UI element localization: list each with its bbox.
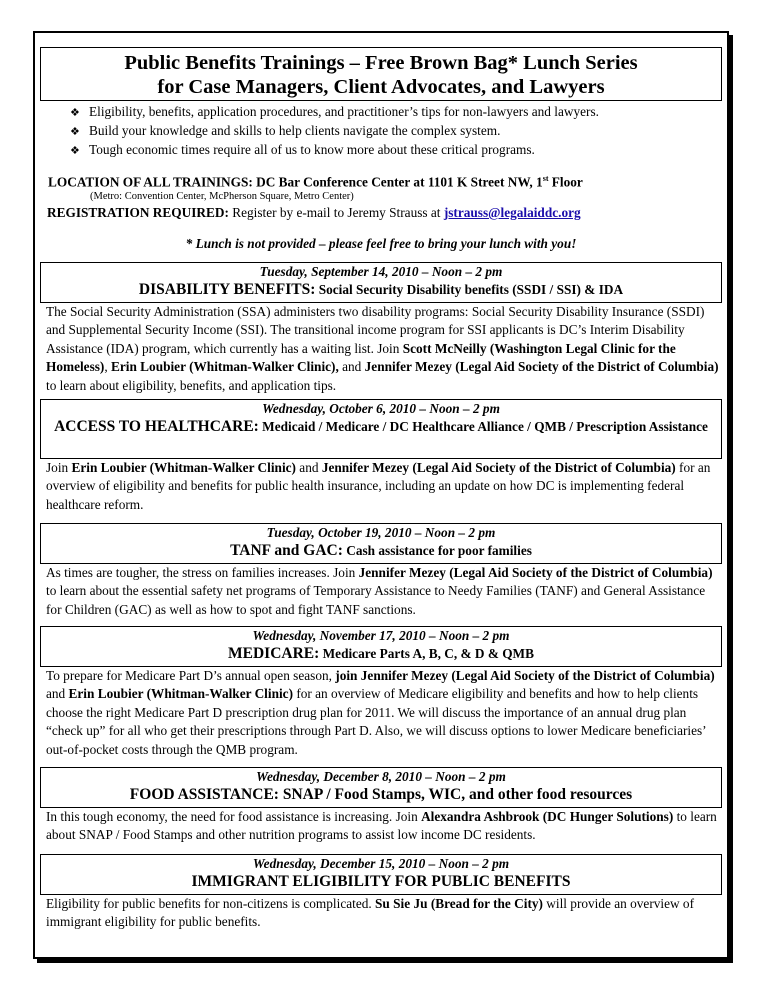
email-link[interactable]: jstrauss@legalaiddc.org	[443, 205, 581, 220]
session-topic: ACCESS TO HEALTHCARE: Medicaid / Medicare / DC Healthcare Alliance / QMB / Prescription Assistance	[54, 418, 708, 435]
session-date: Wednesday, November 17, 2010 – Noon – 2 pm	[252, 628, 510, 643]
session-description: In this tough economy, the need for food assistance is increasing. Join Alexandra Ashbrook (DC Hunger Solutions) to learn about SNAP / Food Stamps and other nutrition programs to assist low income DC residents.	[46, 809, 717, 843]
metro-info: (Metro: Convention Center, McPherson Square, Metro Center)	[90, 191, 354, 202]
title-line-1: Public Benefits Trainings – Free Brown Bag* Lunch Series	[124, 52, 638, 74]
session-topic: TANF and GAC: Cash assistance for poor families	[230, 542, 532, 559]
session-description: To prepare for Medicare Part D’s annual open season, join Jennifer Mezey (Legal Aid Society of the District of Columbia) and Erin Loubier (Whitman-Walker Clinic) for an overview of Medicare eligibility and benefits and how to help clients choose the right Medicare Part D prescription drug plan for 2011. We will discuss the importance of an annual drug plan “check up” for all who get their prescriptions through Part D. Also, we will discuss options to lower Medicare beneficiaries’ out-of-pocket costs through the QMB program.	[46, 668, 715, 757]
speaker-name: Erin Loubier (Whitman-Walker Clinic)	[71, 460, 296, 475]
speaker-name: Erin Loubier (Whitman-Walker Clinic),	[111, 359, 339, 375]
session-header	[40, 767, 722, 808]
diamond-bullet-icon: ❖	[70, 145, 80, 157]
page-title	[40, 47, 722, 101]
session-topic: IMMIGRANT ELIGIBILITY FOR PUBLIC BENEFITS	[191, 873, 571, 890]
session-description: Join Erin Loubier (Whitman-Walker Clinic) and Jennifer Mezey (Legal Aid Society of the District of Columbia) for an overview of eligibility and benefits for public health insurance, including an update on how DC is implementing federal healthcare reform.	[46, 460, 711, 512]
session-date: Wednesday, October 6, 2010 – Noon – 2 pm	[262, 401, 500, 416]
list-item: ❖ Tough economic times require all of us to know more about these critical programs.	[70, 141, 599, 160]
session-topic: FOOD ASSISTANCE: SNAP / Food Stamps, WIC, and other food resources	[129, 786, 633, 803]
session-header	[40, 262, 722, 303]
session-date: Tuesday, September 14, 2010 – Noon – 2 pm	[259, 264, 503, 279]
list-item: ❖ Eligibility, benefits, application procedures, and practitioner’s tips for non-lawyers and lawyers.	[70, 103, 599, 122]
session-header	[40, 626, 722, 667]
session-topic: DISABILITY BENEFITS: Social Security Disability benefits (SSDI / SSI) & IDA	[138, 281, 624, 298]
diamond-bullet-icon: ❖	[70, 126, 80, 138]
speaker-name: Alexandra Ashbrook (DC Hunger Solutions)	[421, 809, 674, 824]
lunch-note: * Lunch is not provided – please feel free to bring your lunch with you!	[185, 236, 577, 251]
session-description: The Social Security Administration (SSA) administers two disability programs: Social Security Disability Insurance (SSDI) and Supplemental Security Income (SSI). The transitional income program for SSI applicants is DC’s Interim Disability Assistance (IDA) program, which currently has a waiting list. Join Scott McNeilly (Washington Legal Clinic for the Homeless), Erin Loubier (Whitman-Walker Clinic), and Jennifer Mezey (Legal Aid Society of the District of Columbia) to learn about eligibility, benefits, and application tips.	[46, 304, 719, 393]
session-header	[40, 399, 722, 459]
location-line: LOCATION OF ALL TRAININGS: DC Bar Conference Center at 1101 K Street NW, 1st Floor	[48, 174, 583, 190]
session-date: Wednesday, December 8, 2010 – Noon – 2 pm	[256, 769, 506, 784]
speaker-name: Scott McNeilly (Washington Legal Clinic for the Homeless)	[46, 340, 676, 375]
speaker-name: join Jennifer Mezey (Legal Aid Society of the District of Columbia)	[335, 668, 715, 683]
session-topic: MEDICARE: Medicare Parts A, B, C, & D & QMB	[228, 645, 534, 662]
bullet-list	[70, 103, 599, 160]
session-header	[40, 854, 722, 895]
speaker-name: Su Sie Ju (Bread for the City)	[375, 896, 543, 911]
speaker-name: Jennifer Mezey (Legal Aid Society of the District of Columbia)	[321, 460, 676, 475]
speaker-name: Jennifer Mezey (Legal Aid Society of the District of Columbia)	[364, 359, 719, 375]
title-line-2: for Case Managers, Client Advocates, and Lawyers	[157, 76, 605, 98]
session-date: Tuesday, October 19, 2010 – Noon – 2 pm	[266, 525, 496, 540]
session-description: As times are tougher, the stress on families increases. Join Jennifer Mezey (Legal Aid Society of the District of Columbia) to learn about the essential safety net programs of Temporary Assistance to Needy Families (TANF) and General Assistance for Children (GAC) as well as how to spot and fight TANF sanctions.	[46, 565, 713, 617]
diamond-bullet-icon: ❖	[70, 107, 80, 119]
session-date: Wednesday, December 15, 2010 – Noon – 2 pm	[252, 856, 510, 871]
speaker-name: Jennifer Mezey (Legal Aid Society of the District of Columbia)	[358, 565, 713, 580]
speaker-name: Erin Loubier (Whitman-Walker Clinic)	[68, 686, 293, 702]
session-header	[40, 523, 722, 564]
registration-line: REGISTRATION REQUIRED: Register by e-mail to Jeremy Strauss at jstrauss@legalaiddc.org	[47, 205, 581, 220]
list-item: ❖ Build your knowledge and skills to help clients navigate the complex system.	[70, 122, 599, 141]
session-description: Eligibility for public benefits for non-citizens is complicated. Su Sie Ju (Bread for the City) will provide an overview of immigrant eligibility for public benefits.	[46, 896, 694, 930]
